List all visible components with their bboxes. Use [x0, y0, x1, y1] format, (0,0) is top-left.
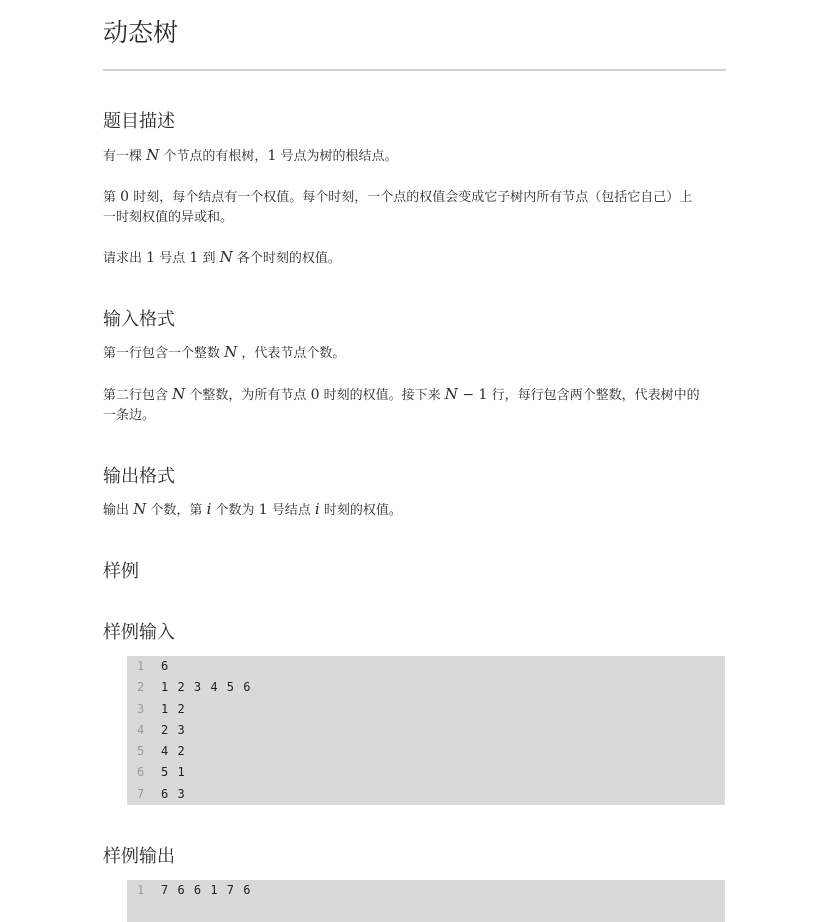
- text: 个节点的有根树，: [163, 149, 268, 164]
- line-number: 7: [137, 786, 145, 801]
- math-zero: 0: [310, 387, 320, 403]
- code-line: [127, 741, 725, 762]
- text: 一时刻权值的异或和。: [103, 210, 234, 225]
- text: 到: [202, 251, 216, 266]
- math-one: 1: [189, 250, 199, 266]
- math-minus-one: − 1: [457, 387, 488, 403]
- math-i: i: [206, 500, 212, 518]
- math-n: N: [146, 146, 160, 164]
- text: 各个时刻的权值。: [236, 251, 341, 266]
- text: 时刻，每个结点有一个权值。每个时刻，一个点的权值会变成它子树内所有节点（包括它自己）上: [133, 190, 693, 205]
- text: 个数，第: [150, 503, 203, 518]
- input-heading: 输入格式: [103, 309, 175, 330]
- text: 第: [103, 190, 117, 205]
- line-number: 2: [137, 680, 145, 695]
- math-i: i: [314, 500, 320, 518]
- sample-output-heading: 样例输出: [103, 846, 175, 867]
- output-paragraph-1: [103, 499, 726, 521]
- text: 输出: [103, 503, 130, 518]
- line-number: 5: [137, 744, 145, 759]
- code-line: [127, 677, 725, 698]
- math-n: N: [133, 500, 147, 518]
- math-n: N: [224, 343, 238, 361]
- text: 时刻的权值。: [323, 503, 402, 518]
- input-paragraph-2: [103, 384, 726, 426]
- page-title: 动态树: [103, 18, 179, 47]
- sample-heading: 样例: [103, 561, 139, 582]
- code-text: 7 6 6 1 7 6: [161, 883, 252, 897]
- math-n: N: [444, 385, 458, 403]
- text: 号点为树的根结点。: [280, 149, 398, 164]
- text: 一条边。: [103, 408, 156, 423]
- sample-input-code-block: [127, 656, 725, 805]
- code-text: 1 2 3 4 5 6: [161, 680, 252, 695]
- code-text: 4 2: [161, 744, 186, 759]
- math-one: 1: [146, 250, 156, 266]
- text: 第二行包含: [103, 388, 169, 403]
- code-line: [127, 880, 725, 901]
- math-zero: 0: [120, 189, 130, 205]
- code-line: [127, 720, 725, 741]
- output-heading: 输出格式: [103, 466, 175, 487]
- math-one: 1: [258, 502, 268, 518]
- text: 行，每行包含两个整数，代表树中的: [491, 388, 700, 403]
- code-text: 6 3: [161, 786, 186, 801]
- line-number: 3: [137, 701, 145, 716]
- code-line: [127, 699, 725, 720]
- code-line: [127, 656, 725, 677]
- text: 号点: [159, 251, 186, 266]
- sample-output-code-block: [127, 880, 725, 922]
- code-line: [127, 784, 725, 805]
- line-number: 1: [137, 659, 145, 673]
- code-line: [127, 762, 725, 783]
- text: 个数为: [215, 503, 255, 518]
- text: 号结点: [271, 503, 311, 518]
- code-text: 2 3: [161, 722, 186, 737]
- line-number: 6: [137, 765, 145, 780]
- description-heading: 题目描述: [103, 111, 175, 132]
- code-text: 1 2: [161, 701, 186, 716]
- text: 时刻的权值。接下来: [323, 388, 441, 403]
- code-text: 6: [161, 659, 170, 673]
- text: 请求出: [103, 251, 143, 266]
- description-paragraph-3: [103, 247, 726, 269]
- description-paragraph-1: [103, 145, 726, 167]
- math-n: N: [172, 385, 186, 403]
- math-n: N: [219, 248, 233, 266]
- line-number: 1: [137, 883, 145, 897]
- input-paragraph-1: [103, 342, 726, 364]
- description-paragraph-2: [103, 187, 726, 228]
- text: 有一棵: [103, 149, 143, 164]
- math-one: 1: [267, 148, 277, 164]
- sample-input-heading: 样例输入: [103, 622, 175, 643]
- text: 个整数，为所有节点: [189, 388, 307, 403]
- text: 第一行包含一个整数: [103, 346, 221, 361]
- title-divider: [103, 69, 726, 71]
- code-text: 5 1: [161, 765, 186, 780]
- line-number: 4: [137, 722, 145, 737]
- text: ，代表节点个数。: [241, 346, 346, 361]
